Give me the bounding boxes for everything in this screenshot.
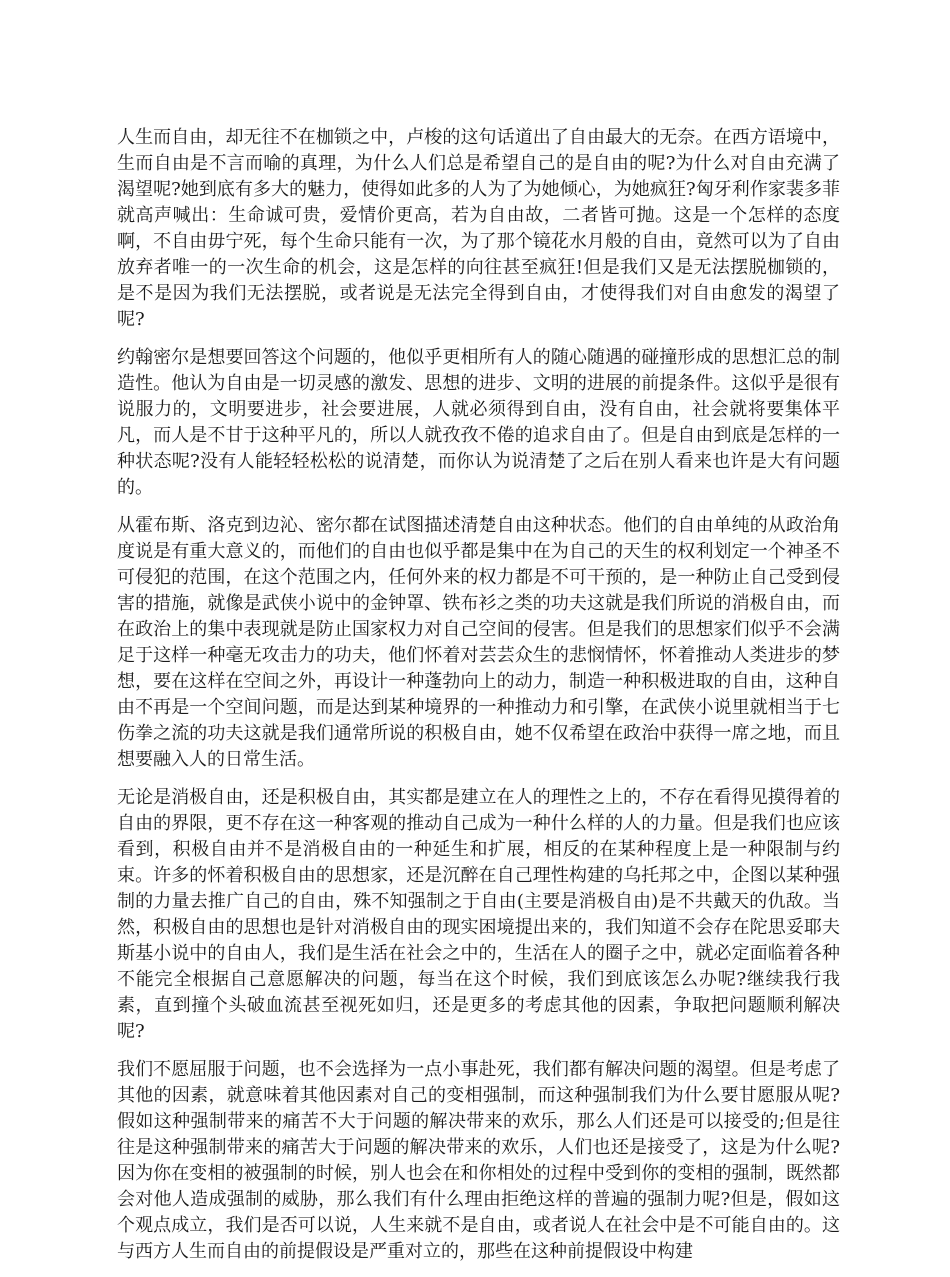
paragraph-2: 约翰密尔是想要回答这个问题的，他似乎更相所有人的随心随遇的碰撞形成的思想汇总的制造性。他认为自由是一切灵感的激发、思想的进步、文明的进展的前提条件。这似乎是很有说服力的，文明要进步，社会要进展，人就必须得到自由，没有自由，社会就将要集体平凡，而人是不甘于这种平凡的，所以人就孜孜不倦的追求自由了。但是自由到底是怎样的一种状态呢?没有人能轻轻松松的说清楚，而你认为说清楚了之后在别人看来也许是大有问题的。 [117,347,840,498]
paragraph-4: 无论是消极自由，还是积极自由，其实都是建立在人的理性之上的，不存在看得见摸得着的自由的界限，更不存在这一种客观的推动自己成为一种什么样的人的力量。但是我们也应该看到，积极自由并不是消极自由的一种延生和扩展，相反的在某种程度上是一种限制与约束。许多的怀着积极自由的思想家，还是沉醉在自己理性构建的乌托邦之中，企图以某种强制的力量去推广自己的自由，殊不知强制之于自由(主要是消极自由)是不共戴天的仇敌。当然，积极自由的思想也是针对消极自由的现实困境提出来的，我们知道不会存在陀思妥耶夫斯基小说中的自由人，我们是生活在社会之中的，生活在人的圈子之中，就必定面临着各种不能完全根据自己意愿解决的问题，每当在这个时候，我们到底该怎么办呢?继续我行我素，直到撞个头破血流甚至视死如归，还是更多的考虑其他的因素，争取把问题顺利解决呢? [117,787,840,1042]
paragraph-1: 人生而自由，却无往不在枷锁之中，卢梭的这句话道出了自由最大的无奈。在西方语境中，生而自由是不言而喻的真理，为什么人们总是希望自己的是自由的呢?为什么对自由充满了渴望呢?她到底有多大的魅力，使得如此多的人为了为她倾心，为她疯狂?匈牙利作家裴多菲就高声喊出：生命诚可贵，爱情价更高，若为自由故，二者皆可抛。这是一个怎样的态度啊，不自由毋宁死，每个生命只能有一次，为了那个镜花水月般的自由，竟然可以为了自由放弃者唯一的一次生命的机会，这是怎样的向往甚至疯狂!但是我们又是无法摆脱枷锁的，是不是因为我们无法摆脱，或者说是无法完全得到自由，才使得我们对自由愈发的渴望了呢? [117,127,840,330]
paragraph-5: 我们不愿屈服于问题，也不会选择为一点小事赴死，我们都有解决问题的渴望。但是考虑了其他的因素，就意味着其他因素对自己的变相强制，而这种强制我们为什么要甘愿服从呢?假如这种强制带来的痛苦不大于问题的解决带来的欢乐，那么人们还是可以接受的;但是往往是这种强制带来的痛苦大于问题的解决带来的欢乐，人们也还是接受了，这是为什么呢?因为你在变相的被强制的时候，别人也会在和你相处的过程中受到你的变相的强制，既然都会对他人造成强制的威胁，那么我们有什么理由拒绝这样的普遍的强制力呢?但是，假如这个观点成立，我们是否可以说，人生来就不是自由，或者说人在社会中是不可能自由的。这与西方人生而自由的前提假设是严重对立的，那些在这种前提假设中构建 [117,1059,840,1262]
document-body [117,125,840,1277]
paragraph-3: 从霍布斯、洛克到边沁、密尔都在试图描述清楚自由这种状态。他们的自由单纯的从政治角度说是有重大意义的，而他们的自由也似乎都是集中在为自己的天生的权利划定一个神圣不可侵犯的范围，在这个范围之内，任何外来的权力都是不可干预的，是一种防止自己受到侵害的措施，就像是武侠小说中的金钟罩、铁布衫之类的功夫这就是我们所说的消极自由，而在政治上的集中表现就是防止国家权力对自己空间的侵害。但是我们的思想家们似乎不会满足于这样一种毫无攻击力的功夫，他们怀着对芸芸众生的悲悯情怀，怀着推动人类进步的梦想，要在这样在空间之外，再设计一种蓬勃向上的动力，制造一种积极进取的自由，这种自由不再是一个空间问题，而是达到某种境界的一种推动力和引擎，在武侠小说里就相当于七伤拳之流的功夫这就是我们通常所说的积极自由，她不仅希望在政治中获得一席之地，而且想要融入人的日常生活。 [117,515,840,770]
